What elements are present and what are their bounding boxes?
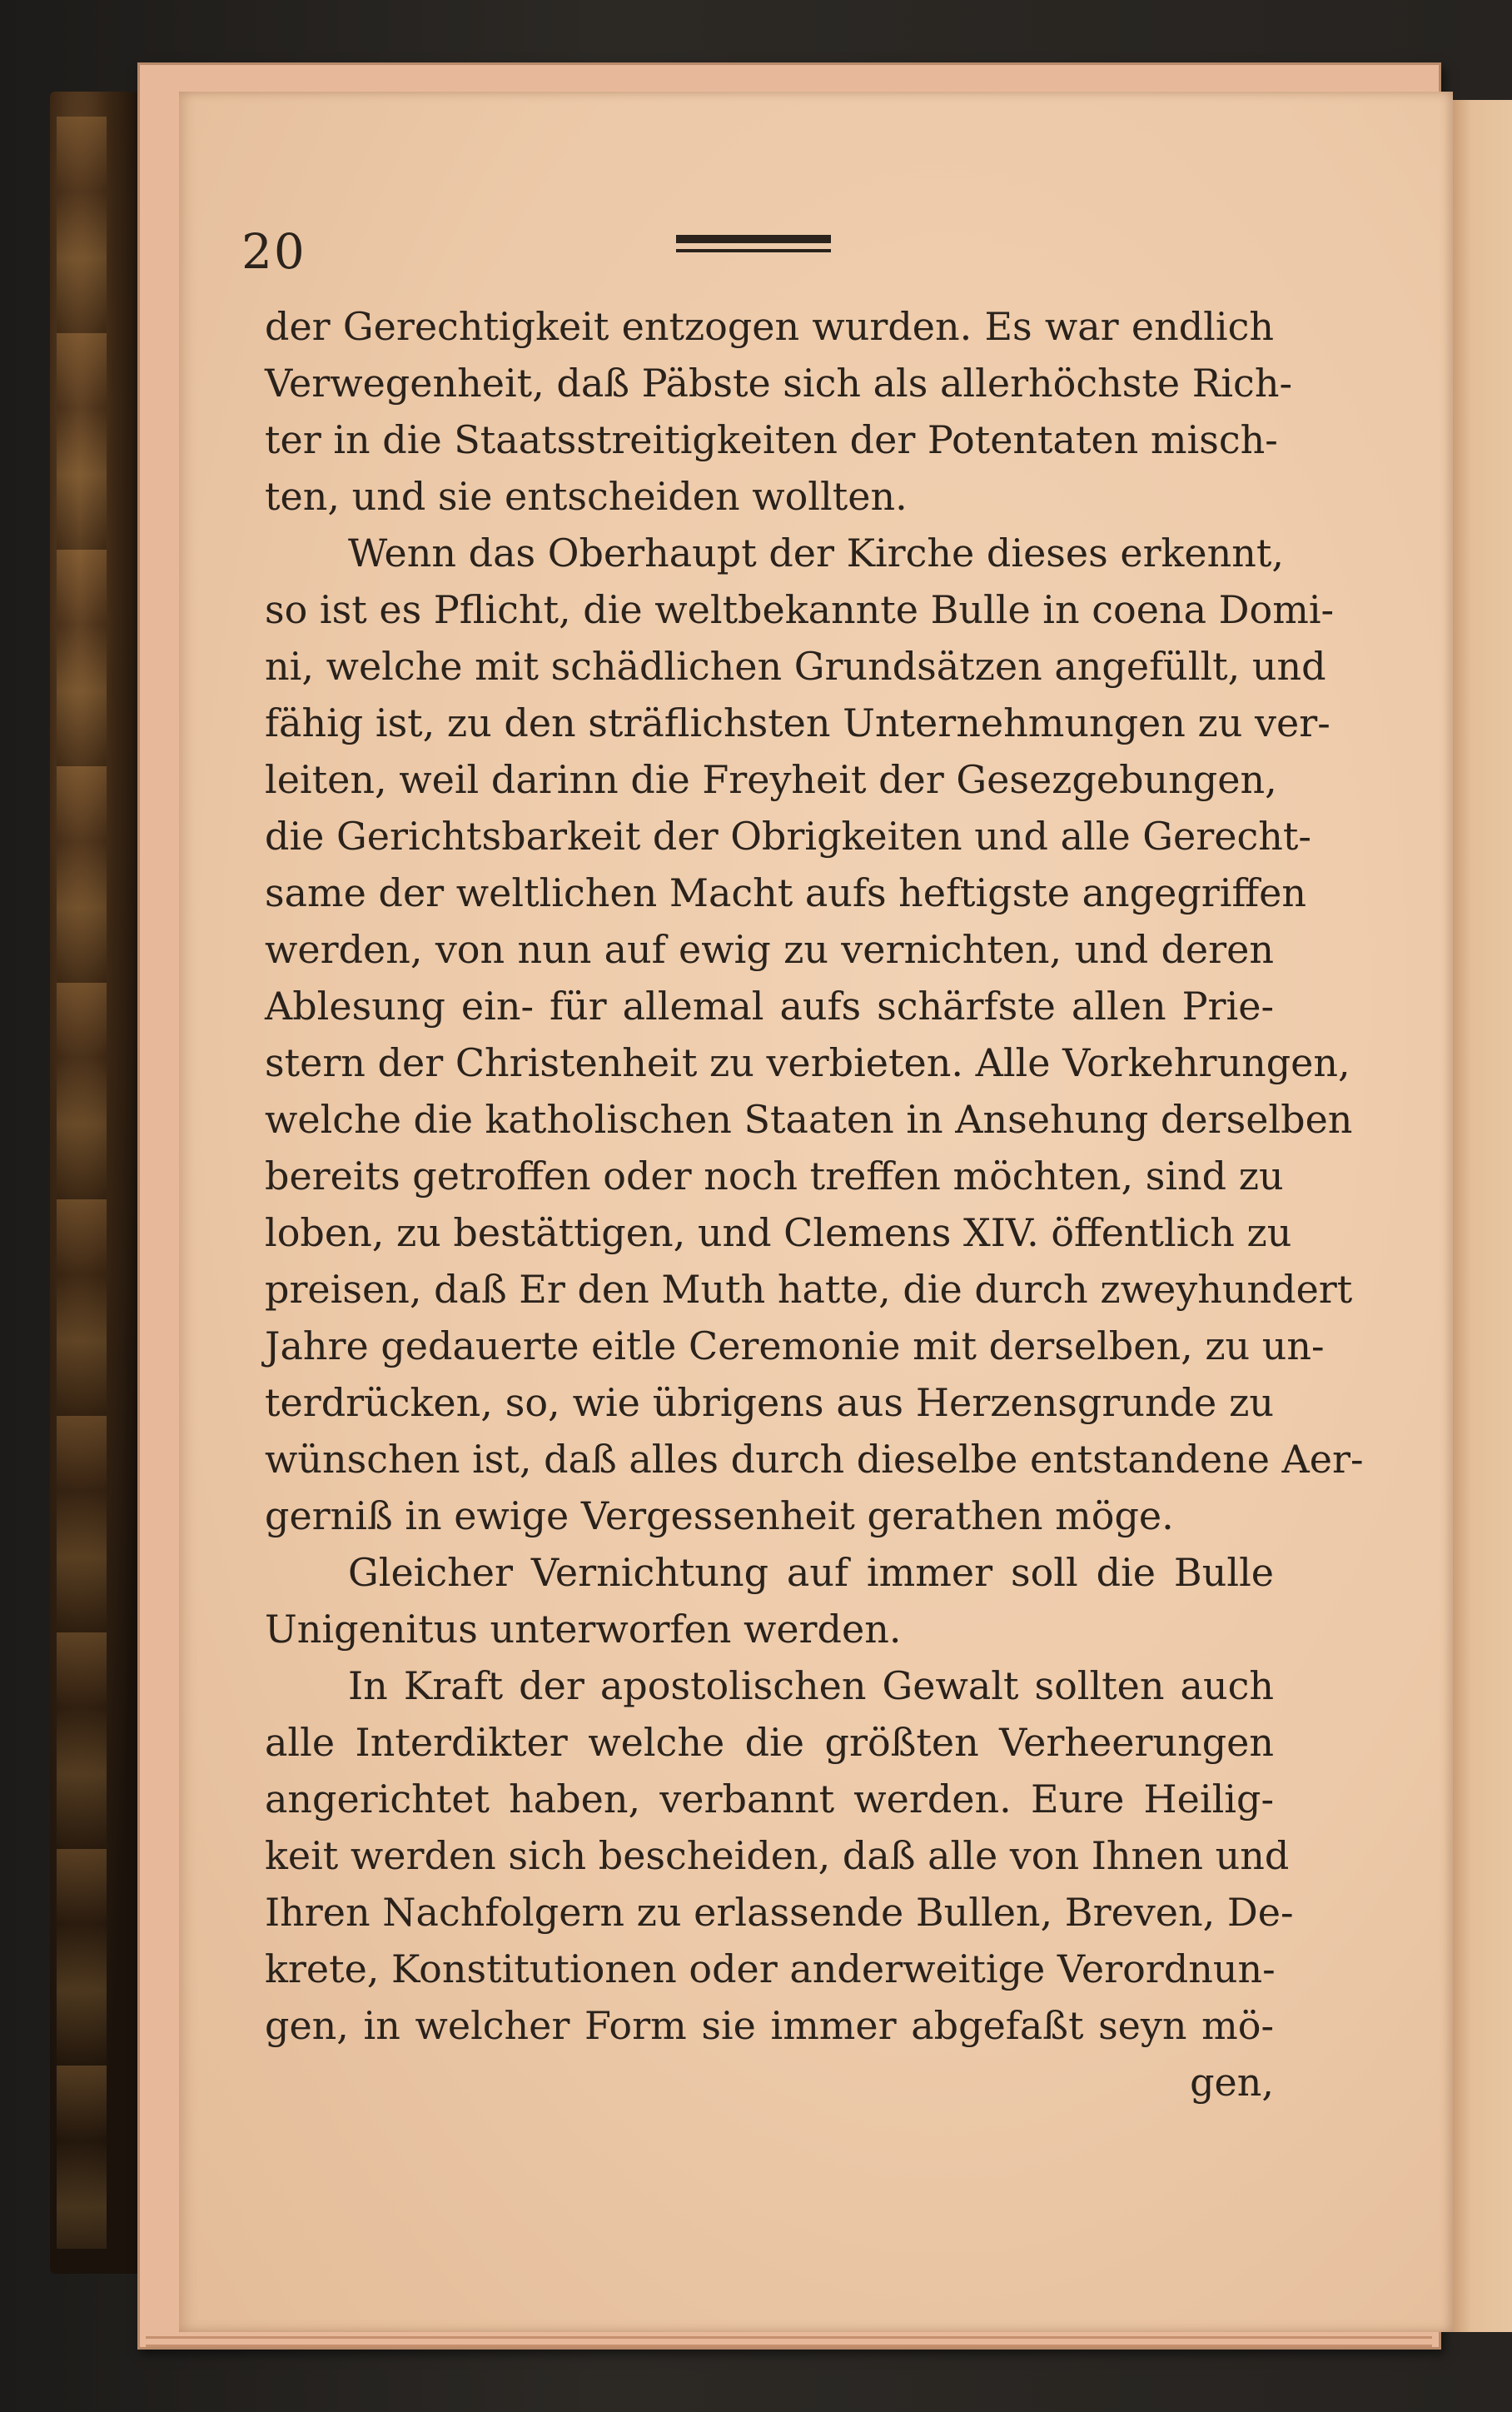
header-rule-thin: [676, 249, 831, 252]
text-line: keit werden sich bescheiden, daß alle von Ihnen und: [265, 1833, 1290, 1878]
catchword: gen,: [1190, 2060, 1274, 2105]
text-line: preisen, daß Er den Muth hatte, die durch zweyhundert: [265, 1267, 1353, 1312]
page-number: 20: [241, 223, 306, 280]
text-line: Jahre gedauerte eitle Ceremonie mit derselben, zu un-: [265, 1323, 1325, 1368]
text-line: ter in die Staatsstreitigkeiten der Potentaten misch-: [265, 417, 1278, 462]
text-line: Verwegenheit, daß Päbste sich als allerhöchste Rich-: [265, 361, 1292, 406]
text-line: der Gerechtigkeit entzogen wurden. Es war endlich: [265, 304, 1274, 349]
page-edge-line: [146, 2336, 1432, 2339]
facing-page-edge: [1449, 100, 1512, 2332]
text-line: so ist es Pflicht, die weltbekannte Bulle in coena Domi-: [265, 587, 1335, 632]
text-line: Ablesung ein- für allemal aufs schärfste allen Prie-: [265, 984, 1274, 1029]
text-line: krete, Konstitutionen oder anderweitige Verordnun-: [265, 1946, 1276, 1991]
text-line: leiten, weil darinn die Freyheit der Gesezgebungen,: [265, 757, 1277, 802]
page-edge-line: [146, 2345, 1432, 2347]
text-line: same der weltlichen Macht aufs heftigste angegriffen: [265, 870, 1307, 915]
text-line: Wenn das Oberhaupt der Kirche dieses erkennt,: [348, 531, 1285, 576]
text-line: gen, in welcher Form sie immer abgefaßt seyn mö-: [265, 2003, 1274, 2048]
text-line: alle Interdikter welche die größten Verheerungen: [265, 1720, 1274, 1765]
text-line: ni, welche mit schädlichen Grundsätzen angefüllt, und: [265, 644, 1326, 689]
text-line: Gleicher Vernichtung auf immer soll die Bulle: [348, 1550, 1274, 1595]
text-line: angerichtet haben, verbannt werden. Eure Heilig-: [265, 1777, 1274, 1821]
text-line: fähig ist, zu den sträflichsten Unternehmungen zu ver-: [265, 700, 1330, 745]
text-line: wünschen ist, daß alles durch dieselbe entstandene Aer-: [265, 1437, 1364, 1482]
text-line: bereits getroffen oder noch treffen möchten, sind zu: [265, 1154, 1284, 1199]
text-line: Ihren Nachfolgern zu erlassende Bullen, Breven, De-: [265, 1890, 1294, 1935]
text-line: stern der Christenheit zu verbieten. Alle Vorkehrungen,: [265, 1040, 1350, 1085]
text-line: terdrücken, so, wie übrigens aus Herzensgrunde zu: [265, 1380, 1274, 1425]
text-line: ten, und sie entscheiden wollten.: [265, 474, 908, 519]
text-line: welche die katholischen Staaten in Ansehung derselben: [265, 1097, 1353, 1142]
spine-marbling: [57, 117, 107, 2249]
header-rule: [676, 235, 831, 243]
page-body: [265, 298, 1364, 2110]
text-line: In Kraft der apostolischen Gewalt sollten auch: [348, 1663, 1274, 1708]
text-line: die Gerichtsbarkeit der Obrigkeiten und alle Gerecht-: [265, 814, 1311, 859]
text-line: Unigenitus unterworfen werden.: [265, 1607, 902, 1652]
text-line: gerniß in ewige Vergessenheit gerathen möge.: [265, 1493, 1174, 1538]
text-line: loben, zu bestättigen, und Clemens XIV. öffentlich zu: [265, 1210, 1292, 1255]
text-line: werden, von nun auf ewig zu vernichten, und deren: [265, 927, 1274, 972]
